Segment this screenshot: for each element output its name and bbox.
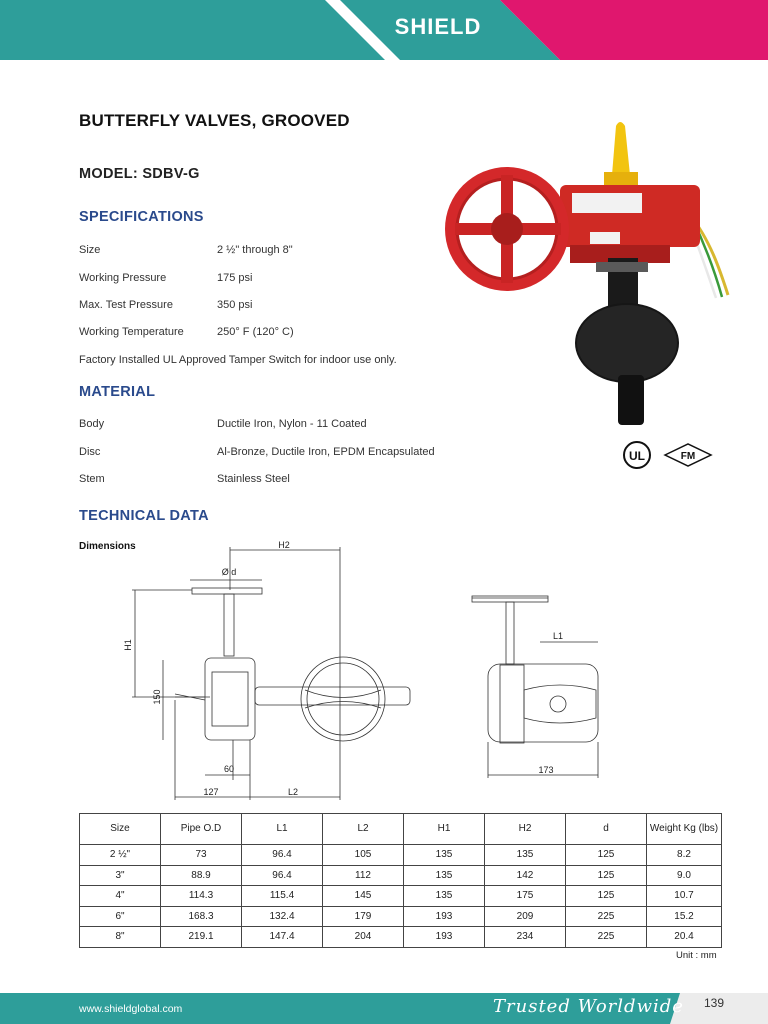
table-cell: 147.4	[242, 927, 323, 948]
material-key: Body	[79, 418, 105, 430]
dimensions-label: Dimensions	[79, 541, 136, 552]
table-cell: 15.2	[647, 906, 722, 927]
spec-row	[79, 326, 294, 338]
spec-key: Working Pressure	[79, 272, 167, 284]
table-cell: 142	[485, 865, 566, 886]
spec-value: 250° F (120° C)	[217, 326, 294, 338]
table-cell: 209	[485, 906, 566, 927]
model-name: MODEL: SDBV-G	[79, 166, 200, 182]
dim-173-label: 173	[538, 765, 554, 775]
table-row	[80, 845, 722, 866]
table-cell: 193	[404, 927, 485, 948]
dim-150-label: 150	[152, 689, 162, 705]
col-header: Weight Kg (lbs)	[647, 814, 722, 845]
table-row	[80, 906, 722, 927]
table-cell: 145	[323, 886, 404, 907]
spec-row	[79, 299, 252, 311]
table-cell: 115.4	[242, 886, 323, 907]
dim-l1-label: L1	[552, 631, 564, 641]
page-number: 139	[703, 996, 725, 1010]
spec-key: Max. Test Pressure	[79, 299, 173, 311]
col-header: d	[566, 814, 647, 845]
table-cell: 125	[566, 865, 647, 886]
spec-value: 350 psi	[217, 299, 253, 311]
col-header: Pipe O.D	[161, 814, 242, 845]
spec-row	[79, 244, 293, 256]
col-header: L2	[323, 814, 404, 845]
dim-127-label: 127	[203, 787, 219, 797]
unit-note: Unit : mm	[676, 950, 717, 961]
table-cell: 193	[404, 906, 485, 927]
material-row	[79, 473, 290, 485]
table-cell: 2 ½"	[80, 845, 161, 866]
material-row	[79, 418, 367, 430]
table-cell: 219.1	[161, 927, 242, 948]
table-cell: 73	[161, 845, 242, 866]
material-key: Disc	[79, 446, 101, 458]
table-cell: 132.4	[242, 906, 323, 927]
table-cell: 125	[566, 886, 647, 907]
col-header: L1	[242, 814, 323, 845]
table-cell: 125	[566, 845, 647, 866]
col-header: Size	[80, 814, 161, 845]
page-title: BUTTERFLY VALVES, GROOVED	[79, 111, 350, 130]
spec-key: Working Temperature	[79, 326, 184, 338]
table-header-row	[80, 814, 722, 845]
ul-text: UL	[629, 449, 645, 463]
dim-h2-label: H2	[278, 540, 290, 550]
table-cell: 105	[323, 845, 404, 866]
table-row	[80, 865, 722, 886]
table-cell: 179	[323, 906, 404, 927]
technical-heading: TECHNICAL DATA	[79, 508, 209, 524]
tagline: Trusted Worldwide	[493, 996, 684, 1017]
table-cell: 112	[323, 865, 404, 886]
table-cell: 175	[485, 886, 566, 907]
spec-key: Size	[79, 244, 101, 256]
website-link[interactable]: www.shieldglobal.com	[79, 1003, 183, 1015]
spec-value: 2 ½" through 8"	[217, 244, 293, 256]
ul-mark-icon	[624, 442, 650, 468]
dim-d-label: Ø d	[221, 567, 237, 577]
brand-logo: SHIELD	[394, 14, 482, 39]
table-cell: 135	[404, 865, 485, 886]
table-cell: 225	[566, 927, 647, 948]
specifications-heading: SPECIFICATIONS	[79, 209, 204, 225]
table-cell: 88.9	[161, 865, 242, 886]
material-row	[79, 446, 435, 458]
dim-60-label: 60	[223, 764, 235, 774]
spec-row	[79, 272, 252, 284]
material-heading: MATERIAL	[79, 384, 156, 400]
material-key: Stem	[79, 473, 105, 485]
fm-mark-icon	[665, 444, 711, 466]
table-cell: 20.4	[647, 927, 722, 948]
header-banner	[0, 0, 768, 60]
table-cell: 135	[404, 886, 485, 907]
table-cell: 3"	[80, 865, 161, 886]
table-cell: 6"	[80, 906, 161, 927]
table-cell: 10.7	[647, 886, 722, 907]
dim-l2-label: L2	[287, 787, 299, 797]
col-header: H1	[404, 814, 485, 845]
dim-h1-label: H1	[123, 639, 133, 651]
table-cell: 234	[485, 927, 566, 948]
table-cell: 8"	[80, 927, 161, 948]
table-cell: 96.4	[242, 865, 323, 886]
material-value: Al-Bronze, Ductile Iron, EPDM Encapsulated	[217, 446, 435, 458]
dimensions-table	[79, 813, 722, 948]
table-row	[80, 927, 722, 948]
material-value: Ductile Iron, Nylon - 11 Coated	[217, 418, 367, 430]
table-cell: 225	[566, 906, 647, 927]
table-cell: 9.0	[647, 865, 722, 886]
table-cell: 135	[404, 845, 485, 866]
table-cell: 4"	[80, 886, 161, 907]
col-header: H2	[485, 814, 566, 845]
spec-note: Factory Installed UL Approved Tamper Switch for indoor use only.	[79, 354, 397, 366]
table-cell: 114.3	[161, 886, 242, 907]
table-row	[80, 886, 722, 907]
fm-text: FM	[680, 451, 696, 462]
table-cell: 8.2	[647, 845, 722, 866]
table-cell: 135	[485, 845, 566, 866]
table-cell: 168.3	[161, 906, 242, 927]
table-cell: 204	[323, 927, 404, 948]
table-cell: 96.4	[242, 845, 323, 866]
spec-value: 175 psi	[217, 272, 253, 284]
material-value: Stainless Steel	[217, 473, 290, 485]
